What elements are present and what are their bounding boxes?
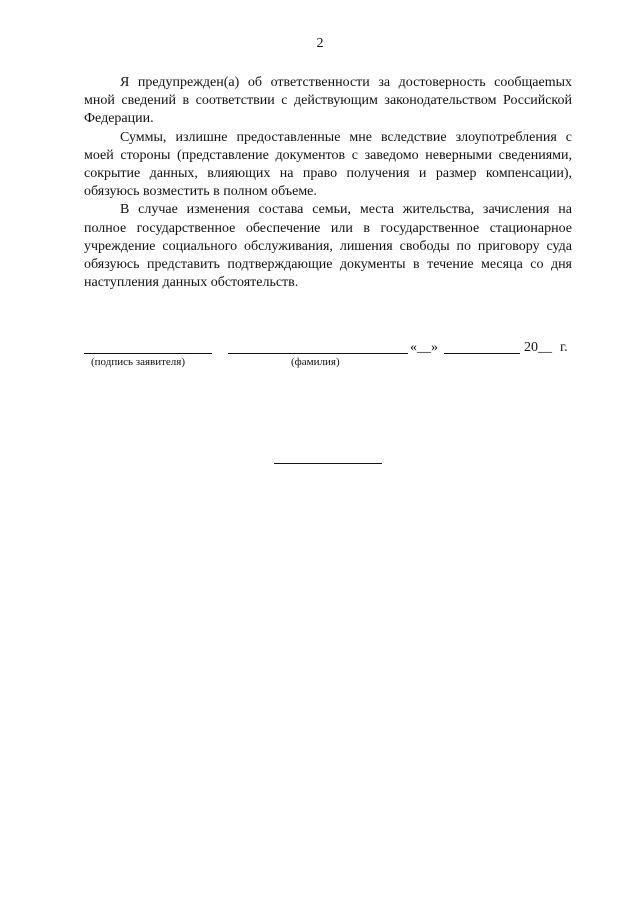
paragraph-change-notification: В случае изменения состава семьи, места жительства, зачисления на полное государственное обеспечение или в государственное стационарное учреждение социального обслуживания, лишения свободы по приговору суда обязуюсь представить подтверждающие документы в течение месяца со дня наступления данных обстоятельств. [84,202,572,291]
end-divider [274,463,382,464]
paragraph-liability: Я предупрежден(а) об ответственности за достоверность сообщаеmых мной сведений в соответствии с действующим законодательством Российской Федерации. [84,75,572,127]
signature-caption: (подпись заявителя) [91,356,186,368]
date-year-field: 20__ [524,340,552,355]
surname-caption: (фамилия) [291,356,340,368]
date-day-field: «__» [410,340,438,355]
date-month-line [444,353,520,354]
document-body [84,74,572,292]
page-number: 2 [316,36,324,51]
signature-row [84,339,572,357]
signature-line [84,353,212,354]
surname-line [228,353,408,354]
date-year-suffix: г. [560,340,568,355]
paragraph-reimbursement: Суммы, излишне предоставленные мне вследствие злоупотребления с моей стороны (представление документов с заведомо неверными сведениями, сокрытие данных, влияющих на право получения и размер компенсации), обязуюсь возместить в полном объеме. [84,129,572,200]
